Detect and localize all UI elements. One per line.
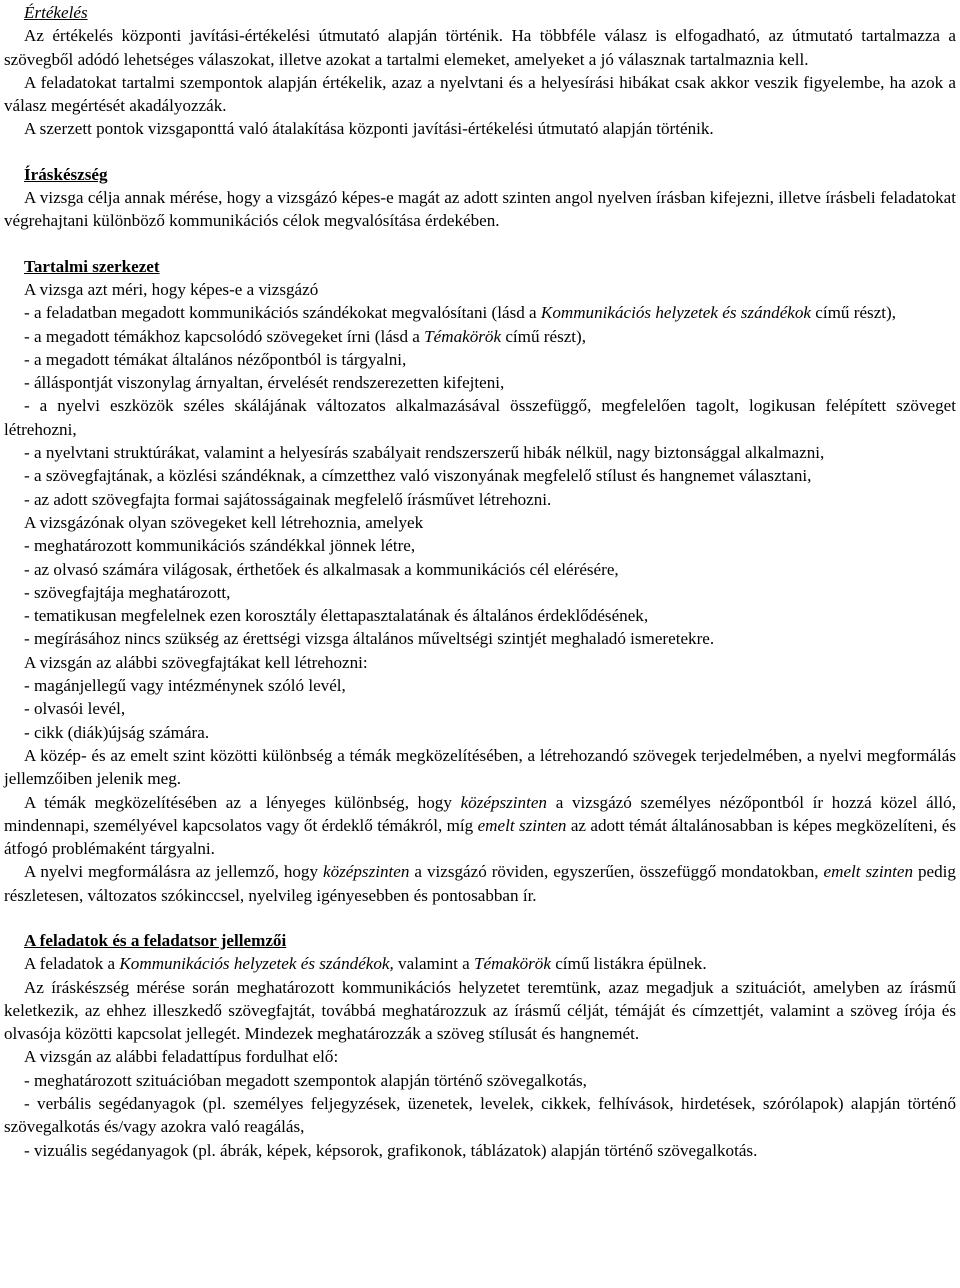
- list-item: - álláspontját viszonylag árnyaltan, érvelését rendszerezetten kifejteni,: [24, 373, 505, 393]
- list-item: - a megadott témákhoz kapcsolódó szövegeket írni (lásd a Témakörök című részt),: [24, 326, 587, 346]
- paragraph: A feladatokat tartalmi szempontok alapján értékelik, azaz a nyelvtani és a helyesírási hibákat csak akkor veszik figyelembe, ha azok a válasz megértését akadályozzák.: [4, 72, 956, 116]
- list-item: - cikk (diák)újság számára.: [24, 722, 210, 742]
- list-item: - meghatározott szituációban megadott szempontok alapján történő szövegalkotás,: [24, 1070, 587, 1090]
- paragraph: A vizsga azt méri, hogy képes-e a vizsgázó: [24, 279, 319, 299]
- list-item: - tematikusan megfelelnek ezen korosztály élettapasztalatának és általános érdeklődésének,: [24, 606, 649, 626]
- paragraph: A vizsgán az alábbi feladattípus fordulhat elő:: [24, 1047, 339, 1067]
- list-item: - olvasói levél,: [24, 699, 126, 719]
- section-title-ertekeles: Értékelés: [24, 3, 88, 22]
- list-item: - az adott szövegfajta formai sajátosságainak megfelelő írásművet létrehozni.: [24, 489, 552, 509]
- list-item: - az olvasó számára világosak, érthetőek és alkalmasak a kommunikációs cél elérésére,: [24, 559, 619, 579]
- list-item: - szövegfajtája meghatározott,: [24, 582, 231, 602]
- list-item: - a szövegfajtának, a közlési szándéknak, a címzetthez való viszonyának megfelelő stílust és hangnemet választani,: [24, 466, 812, 486]
- paragraph: A nyelvi megformálásra az jellemző, hogy középszinten a vizsgázó röviden, egyszerűen, összefüggő mondatokban, emelt szinten pedig részletesen, változatos szókinccsel, nyelvileg igényesebben és pontosabban ír.: [4, 862, 956, 905]
- list-item: - magánjellegű vagy intézménynek szóló levél,: [24, 676, 346, 696]
- paragraph: A közép- és az emelt szint közötti különbség a témák megközelítésében, a létrehozandó szövegek terjedelmében, a nyelvi megformálás jellemzőiben jelenik meg.: [4, 745, 956, 789]
- list-item: - vizuális segédanyagok (pl. ábrák, képek, képsorok, grafikonok, táblázatok) alapján történő szövegalkotás.: [24, 1140, 758, 1160]
- paragraph: A vizsga célja annak mérése, hogy a vizsgázó képes-e magát az adott szinten angol nyelven írásban kifejezni, illetve írásbeli feladatokat végrehajtani különböző kommunikációs célok megvalósítása érdekében.: [4, 188, 956, 231]
- list-item: - a megadott témákat általános nézőpontból is tárgyalni,: [24, 349, 407, 369]
- section-title-tartalmi-szerkezet: Tartalmi szerkezet: [24, 256, 160, 276]
- paragraph: A vizsgán az alábbi szövegfajtákat kell létrehozni:: [24, 652, 368, 672]
- list-item: - a nyelvi eszközök széles skálájának változatos alkalmazásával összefüggő, megfelelően tagolt, logikusan felépített szöveget létrehozni,: [4, 396, 956, 439]
- paragraph: A vizsgázónak olyan szövegeket kell létrehoznia, amelyek: [24, 512, 424, 532]
- paragraph: A feladatok a Kommunikációs helyzetek és szándékok, valamint a Témakörök című listákra épülnek.: [24, 954, 707, 974]
- paragraph: Az értékelés központi javítási-értékelési útmutató alapján történik. Ha többféle válasz is elfogadható, az útmutató tartalmazza a szövegből adódó lehetséges válaszokat, illetve azokat a tartalmi elemeket, amelyeket a jó válasznak tartalmaznia kell.: [4, 26, 956, 69]
- paragraph: Az íráskészség mérése során meghatározott kommunikációs helyzetet teremtünk, azaz megadjuk a szituációt, amelyben az írásmű keletkezik, az ehhez illeszkedő szövegfajtát, továbbá meghatározzuk az írásmű célját, témáját és címzettjét, valamint a szöveg írója és olvasója közötti kapcsolat jellegét. Mindezek meghatározzák a szöveg stílusát és hangnemét.: [4, 977, 956, 1044]
- section-title-iraskeszseg: Íráskészség: [24, 164, 108, 184]
- paragraph: A szerzett pontok vizsgaponttá való átalakítása központi javítási-értékelési útmutató alapján történik.: [24, 119, 714, 139]
- list-item: - meghatározott kommunikációs szándékkal jönnek létre,: [24, 536, 416, 556]
- section-title-feladatok: A feladatok és a feladatsor jellemzői: [24, 930, 287, 950]
- list-item: - a feladatban megadott kommunikációs szándékokat megvalósítani (lásd a Kommunikációs helyzetek és szándékok című részt),: [24, 303, 896, 323]
- list-item: - a nyelvtani struktúrákat, valamint a helyesírás szabályait rendszerszerű hibák nélkül, nagy biztonsággal alkalmazni,: [24, 443, 825, 463]
- list-item: - megírásához nincs szükség az érettségi vizsga általános műveltségi szintjét meghaladó ismeretekre.: [24, 629, 715, 649]
- paragraph: A témák megközelítésében az a lényeges különbség, hogy középszinten a vizsgázó személyes nézőpontból ír hozzá közel álló, mindennapi, személyével kapcsolatos vagy őt érdeklő témákról, míg emelt szinten az adott témát általánosabban is képes megközelíteni, és átfogó problémaként tárgyalni.: [4, 792, 956, 859]
- list-item: - verbális segédanyagok (pl. személyes feljegyzések, üzenetek, levelek, cikkek, felhívások, hirdetések, szórólapok) alapján történő szövegalkotás és/vagy azokra való reagálás,: [4, 1094, 956, 1137]
